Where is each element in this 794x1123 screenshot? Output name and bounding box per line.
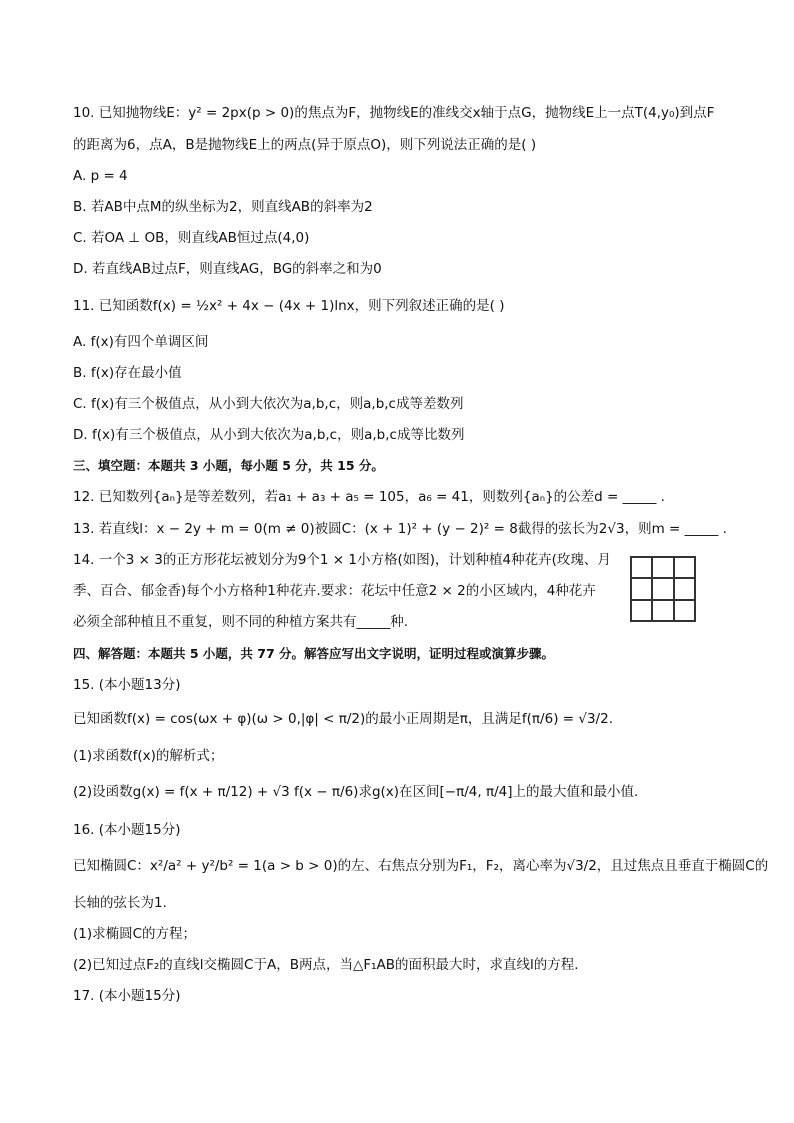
text-line: 已知椭圆C：x²/a² + y²/b² = 1(a > b > 0)的左、右焦点分别为F₁，F₂，离心率为√3/2，且过焦点且垂直于椭圆C的 (73, 858, 769, 874)
section-heading: 三、填空题：本题共 3 小题，每小题 5 分，共 15 分。 (73, 458, 384, 473)
flowerbed-grid-figure (630, 556, 696, 622)
text-line: (2)设函数g(x) = f(x + π/12) + √3 f(x − π/6)求g(x)在区间[−π/4, π/4]上的最大值和最小值. (73, 784, 639, 800)
grid-cell (631, 557, 652, 578)
grid-cell (674, 578, 695, 599)
grid-cell (631, 578, 652, 599)
text-line: 必须全部种植且不重复，则不同的种植方案共有_____种. (73, 614, 409, 630)
grid-cell (652, 557, 673, 578)
text-line: B. f(x)存在最小值 (73, 365, 182, 381)
grid-cell (652, 578, 673, 599)
text-line: (2)已知过点F₂的直线l交椭圆C于A，B两点，当△F₁AB的面积最大时，求直线l的方程. (73, 957, 579, 973)
text-line: 14. 一个3 × 3的正方形花坛被划分为9个1 × 1小方格(如图)，计划种植4种花卉(玫瑰、月 (73, 552, 611, 568)
grid-cell (674, 600, 695, 621)
section-heading: 四、解答题：本题共 5 小题，共 77 分。解答应写出文字说明，证明过程或演算步骤。 (73, 646, 555, 661)
grid-cell (674, 557, 695, 578)
grid-cell (631, 600, 652, 621)
text-line: 12. 已知数列{aₙ}是等差数列，若a₁ + a₃ + a₅ = 105，a₆ = 41，则数列{aₙ}的公差d = _____ . (73, 489, 665, 505)
text-line: 13. 若直线l：x − 2y + m = 0(m ≠ 0)被圆C：(x + 1)² + (y − 2)² = 8截得的弦长为2√3，则m = _____ . (73, 521, 727, 537)
text-line: (1)求函数f(x)的解析式； (73, 748, 224, 764)
text-line: 11. 已知函数f(x) = ½x² + 4x − (4x + 1)lnx，则下列叙述正确的是( ) (73, 298, 505, 314)
text-line: A. p = 4 (73, 168, 128, 184)
grid-cell (652, 600, 673, 621)
text-line: 10. 已知抛物线E：y² = 2px(p > 0)的焦点为F，抛物线E的准线交x轴于点G，抛物线E上一点T(4,y₀)到点F (73, 105, 715, 121)
text-line: C. 若OA ⊥ OB，则直线AB恒过点(4,0) (73, 230, 310, 246)
text-line: 的距离为6，点A，B是抛物线E上的两点(异于原点O)，则下列说法正确的是( ) (73, 137, 537, 153)
text-line: 17. (本小题15分) (73, 988, 181, 1004)
text-line: 长轴的弦长为1. (73, 895, 167, 911)
text-line: C. f(x)有三个极值点，从小到大依次为a,b,c，则a,b,c成等差数列 (73, 396, 464, 412)
text-line: 16. (本小题15分) (73, 822, 181, 838)
text-line: 季、百合、郁金香)每个小方格种1种花卉.要求：花坛中任意2 × 2的小区域内，4种花卉 (73, 583, 596, 599)
text-line: A. f(x)有四个单调区间 (73, 334, 209, 350)
text-line: D. f(x)有三个极值点，从小到大依次为a,b,c，则a,b,c成等比数列 (73, 427, 465, 443)
text-line: D. 若直线AB过点F，则直线AG，BG的斜率之和为0 (73, 261, 382, 277)
text-line: B. 若AB中点M的纵坐标为2，则直线AB的斜率为2 (73, 199, 373, 215)
text-line: 已知函数f(x) = cos(ωx + φ)(ω > 0,|φ| < π/2)的最小正周期是π，且满足f(π/6) = √3/2. (73, 711, 613, 727)
text-line: (1)求椭圆C的方程； (73, 926, 197, 942)
text-line: 15. (本小题13分) (73, 677, 181, 693)
